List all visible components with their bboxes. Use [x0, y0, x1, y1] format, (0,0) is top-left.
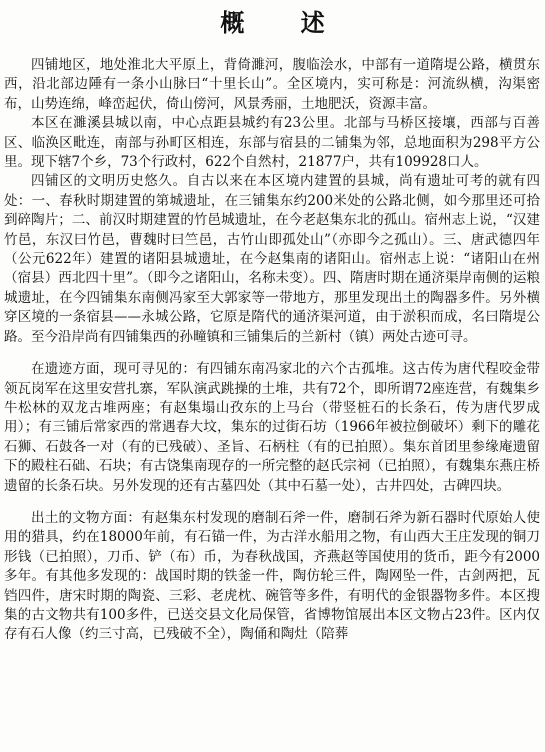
paragraph-history: 四铺区的文明历史悠久。自古以来在本区境内建置的县城，尚有遗址可考的就有四处：一、春秋时期建置的第城遗址，在三铺集东约200米处的公路北侧，如今那里还可拾到碎陶片；二、前汉时期建置的竹邑城遗址，在今老赵集东北的孤山。宿州志上说，“汉建竹邑，东汉曰竹邑，曹魏时曰竺邑，古竹山即孤处山”（亦即今之孤山）。三、唐武德四年（公元622年）建置的诸阳县城遗址，在今赵集南的诸阳山。宿州志上说：“诸阳山在州（宿县）西北四十里”。（即今之诸阳山，名称未变）。四、隋唐时期在通济渠岸南侧的运粮城遗址，在今四铺集东南侧冯家至大郭家等一带地方，那里发现出土的陶器多件。另外横穿区境的一条宿县——永城公路，它原是隋代的通济渠河道，由于淤积而成，名曰隋堤公路。至今沿岸尚有四铺集西的孙疃镇和三铺集后的兰新村（镇）两处古迹可寻。 — [4, 173, 540, 345]
document-body — [4, 56, 540, 645]
paragraph-unearthed-artifacts: 出土的文物方面：有赵集东村发现的磨制石斧一件，磨制石斧为新石器时代原始人使用的猎具，约在18000年前，有石锚一件，为古洋水船用之物，有山西大王庄发现的铜刀形钱（已拍照），刀币、铲（布）币，为春秋战国，齐燕赵等国使用的货币，距今有2000多年。有其他多发现的：战国时期的铁釜一件，陶仿轮三件，陶网坠一件，古剑两把，瓦铛四件，唐宋时期的陶瓷、三彩、老虎枕、碗管等多件，有明代的金银器物多件。本区搜集的古文物共有100多件，已送交县文化局保管，省博物馆展出本区文物占23件。区内仅存有石人像（约三寸高，已残破不全），陶俑和陶灶（陪葬 — [4, 509, 540, 643]
paragraph-geography: 四铺地区，地处淮北大平原上，背倚濉河，腹临浍水，中部有一道隋堤公路，横贯东西，沿北部边陲有一条小山脉曰“十里长山”。全区境内，实可称是：河流纵横，沟渠密布，山势连绵，峰峦起伏，倚山傍河，风景秀丽，土地肥沃，资源丰富。 — [4, 57, 540, 112]
paragraph-location: 本区在濉溪县城以南，中心点距县城约有23公里。北部与马桥区接壤，西部与百善区、临涣区毗连，南部与孙町区相连，东部与宿县的二铺集为邻，总地面积为298平方公里。现下辖7个乡，73个行政村，622个自然村，21877户，共有109928口人。 — [4, 115, 540, 171]
paragraph-relics-sites: 在遗迹方面，现可寻见的：有四铺东南冯家北的六个古孤堆。这古传为唐代程咬金带领瓦岗军在这里安营扎寨，军队演武跳操的土堆，共有72个，即所谓72座连营，有魏集乡牛松林的双龙古堆两座；有赵集塌山孜东的上马台（带竖桩石的长条石，传为唐代罗成用）；有三铺后常家西的常遇春大坟，集东的过街石坊（1966年被拉倒破坏）剩下的雕花石狮、石鼓各一对（有的已残破）、圣旨、石柄柱（有的已拍照）。集东首团里参缘庵遗留下的殿柱石础、石块；有古饶集南现存的一所完整的赵氏宗祠（已拍照），有魏集东燕庄桥遗留的长条石块。另外发现的还有古墓四处（其中石墓一处），古井四处，古碑四块。 — [4, 361, 540, 494]
page-title: 概 述 — [220, 9, 349, 37]
